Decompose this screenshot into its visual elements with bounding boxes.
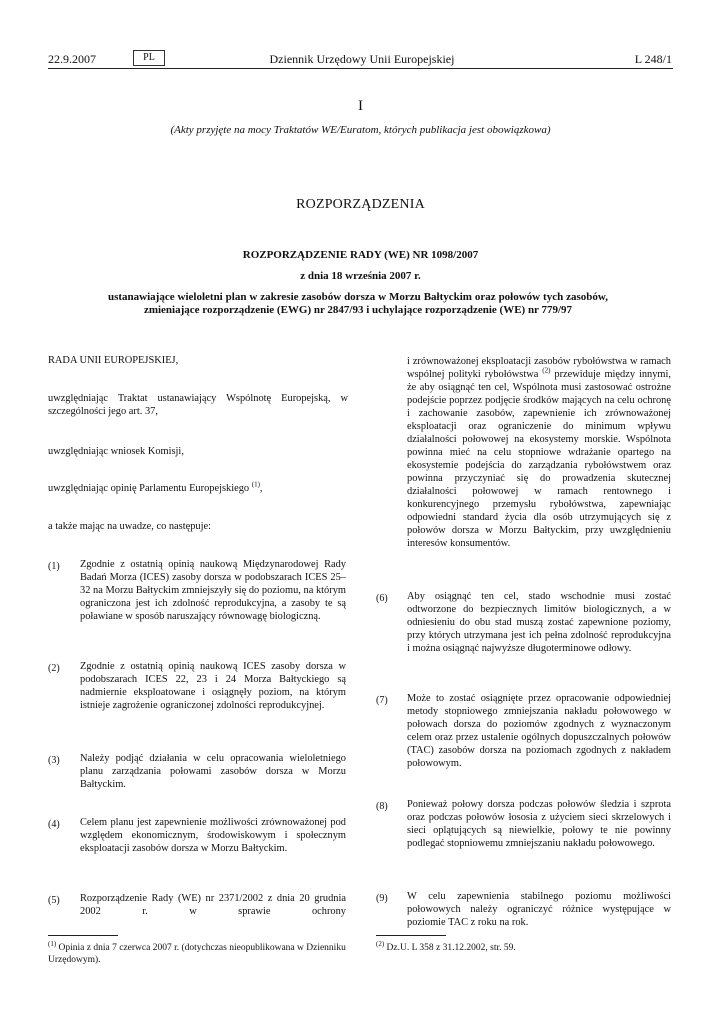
regulation-title: ROZPORZĄDZENIE RADY (WE) NR 1098/2007 (242, 249, 479, 261)
journal-date: 22.9.2007 (48, 52, 96, 66)
recital-8-text: Ponieważ połowy dorsza podczas połowów śledzia i szprota oraz podczas połowów łososia z użyciem sieci skrzelowych i sieci oplątujących są niewielkie, połowy te nie powinny podlegać stopniowemu zmniejszaniu nakładu połowowego. (407, 799, 671, 849)
footnote-2-ref: (2) (376, 939, 385, 948)
preamble-parliament: uwzględniając opinię Parlamentu Europejskiego $^{(1)}$, (48, 480, 263, 494)
preamble-proposal: uwzględniając wniosek Komisji, (48, 446, 184, 457)
preamble-whereas: a także mając na uwadze, co następuje: (48, 521, 211, 532)
footnote-rule-right (376, 935, 446, 936)
preamble-treaty: uwzględniając Traktat ustanawiający Wspólnotę Europejską, w szczególności jego art. 37, (48, 393, 348, 417)
page-number: L 248/1 (634, 52, 672, 66)
recital-7-text: Może to zostać osiągnięte przez opracowanie odpowiedniej metody stopniowego zmniejszania nakładu połowowego w połowach dorsza do poziomów zgodnych z wyznaczonym celem oraz przez ustalenie ogólnych dopuszczalnych połowów (TAC) zasobów dorsza na poziomach zgodnych z nakładem połowowym. (407, 693, 671, 769)
header-rule (48, 68, 673, 69)
preamble-council: RADA UNII EUROPEJSKIEJ, (48, 355, 179, 366)
footnote-1-text: Opinia z dnia 7 czerwca 2007 r. (dotychczas nieopublikowana w Dzienniku Urzędowym). (48, 943, 346, 965)
recital-3-number: (3) (48, 755, 60, 766)
regulation-date: z dnia 18 września 2007 r. (300, 270, 421, 282)
section-note: (Akty przyjęte na mocy Traktatów WE/Euratom, których publikacja jest obowiązkowa) (170, 124, 551, 136)
recital-9-text: W celu zapewnienia stabilnego poziomu możliwości połowowych należy ograniczyć różnice występujące w poziomie TAC z roku na rok. (407, 891, 671, 928)
preamble-parliament-text: uwzględniając opinię Parlamentu Europejskiego (48, 483, 250, 494)
recital-6-text: Aby osiągnąć ten cel, stado wschodnie musi zostać odtworzone do bezpiecznych limitów biologicznych, a w odniesieniu do obu stad muszą zostać zapewnione poziomy, przy których utrzymana jest ich pełna zdolność reprodukcyjna i można osiągnąć najwyższe długoterminowe odłowy. (407, 591, 671, 654)
recital-2-text: Zgodnie z ostatnią opinią naukową ICES zasoby dorsza w podobszarach ICES 22, 23 i 24 Morza Bałtyckiego są nadmiernie eksploatowane i osiągnęły poziom, na którym istnieje zagrożenie ograniczonej zdolności reprodukcyjnej. (80, 661, 346, 711)
recital-9-number: (9) (376, 893, 388, 904)
footnote-1 (48, 939, 348, 966)
recital-5-text: Rozporządzenie Rady (WE) nr 2371/2002 z dnia 20 grudnia 2002 r. w sprawie ochrony (80, 893, 346, 917)
footnote-2 (376, 939, 672, 954)
footnote-ref-1[interactable]: (1) (251, 480, 260, 489)
language-badge: PL (133, 50, 165, 66)
footnote-1-ref: (1) (48, 939, 57, 948)
footnote-2-text: Dz.U. L 358 z 31.12.2002, str. 59. (386, 943, 516, 953)
recital-5-cont-a: i zrównoważonej eksploatacji zasobów rybołówstwa w ramach wspólnej polityki rybołówstwa (407, 356, 671, 380)
recital-3-text: Należy podjąć działania w celu opracowania wieloletniego planu zarządzania połowami zasobów dorsza w Morzu Bałtyckim. (80, 753, 346, 790)
regulation-subject: ustanawiające wieloletni plan w zakresie zasobów dorsza w Morzu Bałtyckim oraz połowów tych zasobów, zmieniające rozporządzenie (EWG) nr 2847/93 i uchylające rozporządzenie (WE) nr 779/97 (108, 291, 608, 316)
recital-8-number: (8) (376, 801, 388, 812)
recital-5-number: (5) (48, 895, 60, 906)
recital-1-number: (1) (48, 561, 60, 572)
recital-5-cont-b: przewiduje między innymi, że aby osiągnąć ten cel, Wspólnota musi zastosować ostrożne podejście poprzez podjęcie środków mających na celu ochronę i zachowanie zasobów, zapewnienie ich zrównoważonej eksploatacji oraz ograniczenie do minimum wpływu działalności połowowej na ekosystemy morskie. Wspólnota powinna mieć na celu stopniowe wdrażanie opartego na ekosystemie podejścia do zarządzania rybołówstwem oraz powinna przyczyniać się do prowadzenia skutecznej działalności połowowej w ramach rentownego i konkurencyjnego przemysłu rybołówstwa, zapewniając odpowiedni standard życia dla osób utrzymujących się z połowów dorsza w Morzu Bałtyckim, przy uwzględnieniu interesów konsumentów. (407, 369, 671, 549)
recital-6-number: (6) (376, 593, 388, 604)
recital-1-text: Zgodnie z ostatnią opinią naukową Międzynarodowej Rady Badań Morza (ICES) zasoby dorsza w podobszarach ICES 25–32 na Morzu Bałtyckim zmniejszyły się do poziomu, na którym ograniczona jest ich zdolność reprodukcyjna, a zasoby te są poławiane w sposób naruszający równowagę biologiczną. (80, 559, 346, 622)
footnote-rule-left (48, 935, 118, 936)
recital-4-text: Celem planu jest zapewnienie możliwości zrównoważonej pod względem ekonomicznym, środowiskowym i społecznym eksploatacji zasobów dorsza w Morzu Bałtyckim. (80, 817, 346, 854)
footnote-ref-2[interactable]: (2) (542, 366, 551, 375)
journal-title: Dziennik Urzędowy Unii Europejskiej (269, 52, 455, 66)
recital-4-number: (4) (48, 819, 60, 830)
recital-5-continuation (407, 355, 671, 550)
section-number: I (358, 98, 363, 114)
recital-2-number: (2) (48, 663, 60, 674)
document-category: ROZPORZĄDZENIA (296, 197, 425, 212)
recital-7-number: (7) (376, 695, 388, 706)
